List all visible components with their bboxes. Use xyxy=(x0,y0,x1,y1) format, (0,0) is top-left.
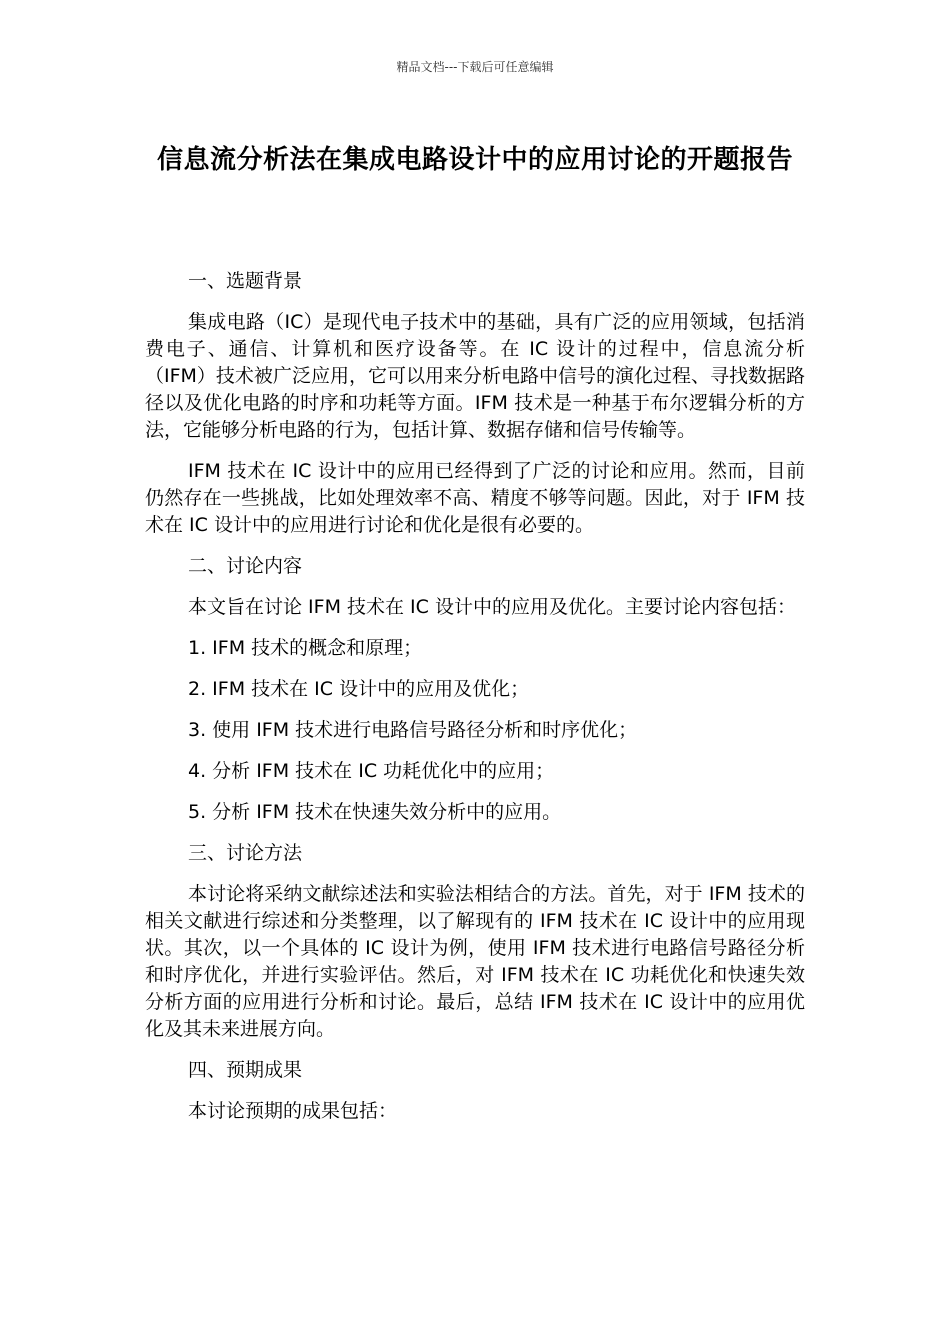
section-heading-content: 二、讨论内容 xyxy=(188,555,303,577)
list-item: 1. IFM 技术的概念和原理； xyxy=(188,637,423,659)
paragraph-content-intro: 本文旨在讨论 IFM 技术在 IC 设计中的应用及优化。主要讨论内容包括： xyxy=(188,596,796,618)
paragraph-background-2: IFM 技术在 IC 设计中的应用已经得到了广泛的讨论和应用。然而，目前仍然存在一些挑战，比如处理效率不高、精度不够等问题。因此，对于 IFM 技术在 IC 设计中的应用进行讨论和优化是很有必要的。 xyxy=(145,460,805,536)
list-item: 2. IFM 技术在 IC 设计中的应用及优化； xyxy=(188,678,530,700)
list-item: 4. 分析 IFM 技术在 IC 功耗优化中的应用； xyxy=(188,760,555,782)
header-note: 精品文档---下载后可任意编辑 xyxy=(396,60,554,74)
paragraph-outcomes: 本讨论预期的成果包括： xyxy=(188,1100,398,1122)
document-title: 信息流分析法在集成电路设计中的应用讨论的开题报告 xyxy=(156,145,793,175)
paragraph-background-1: 集成电路（IC）是现代电子技术中的基础，具有广泛的应用领域，包括消费电子、通信、计算机和医疗设备等。在 IC 设计的过程中，信息流分析（IFM）技术被广泛应用，它可以用来分析电路中信号的演化过程、寻找数据路径以及优化电路的时序和功耗等方面。IFM 技术是一种基于布尔逻辑分析的方法，它能够分析电路的行为，包括计算、数据存储和信号传输等。 xyxy=(145,311,805,441)
section-heading-background: 一、选题背景 xyxy=(188,270,303,292)
section-heading-outcomes: 四、预期成果 xyxy=(188,1059,303,1081)
list-item: 3. 使用 IFM 技术进行电路信号路径分析和时序优化； xyxy=(188,719,638,741)
document-body xyxy=(145,268,805,1139)
list-item: 5. 分析 IFM 技术在快速失效分析中的应用。 xyxy=(188,801,562,823)
paragraph-method: 本讨论将采纳文献综述法和实验法相结合的方法。首先，对于 IFM 技术的相关文献进行综述和分类整理，以了解现有的 IFM 技术在 IC 设计中的应用现状。其次，以一个具体的 IC 设计为例，使用 IFM 技术进行电路信号路径分析和时序优化，并进行实验评估。然后，对 IFM 技术在 IC 功耗优化和快速失效分析方面的应用进行分析和讨论。最后，总结 IFM 技术在 IC 设计中的应用优化及其未来进展方向。 xyxy=(145,883,805,1040)
section-heading-method: 三、讨论方法 xyxy=(188,842,303,864)
